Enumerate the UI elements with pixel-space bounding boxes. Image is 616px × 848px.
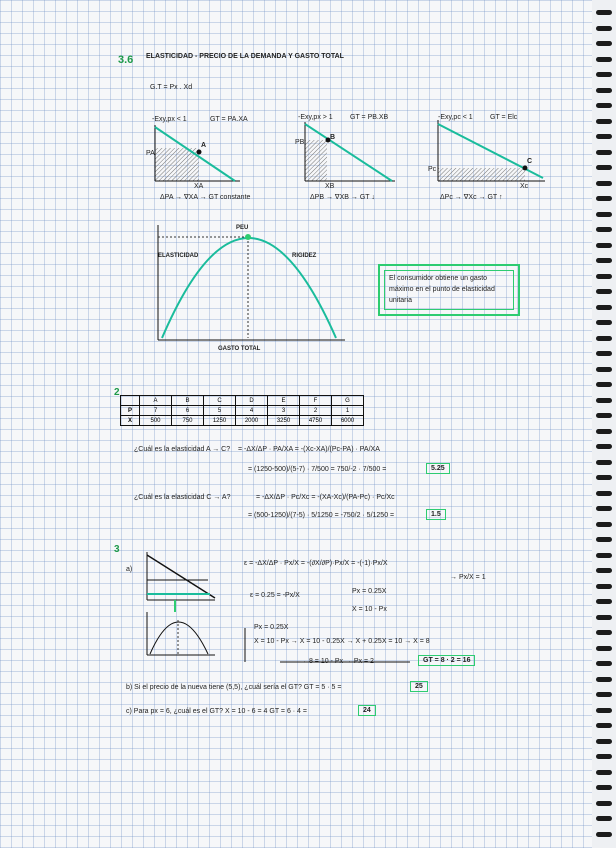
table-cell: 5	[204, 406, 236, 416]
q1-formula: = -ΔX/ΔP · PA/XA = -(Xc-XA)/(Pc-PA) · PA/XA	[238, 446, 380, 453]
gt-definition: G.T = Px . Xd	[150, 84, 193, 91]
graph-a	[155, 125, 240, 181]
q2-formula: = -ΔX/ΔP · Pc/Xc = -(XA-Xc)/(PA-Pc) · Pc/Xc	[256, 494, 395, 501]
table-cell: P	[121, 406, 140, 416]
graph-b-xlabel: XB	[325, 183, 335, 190]
ex3-eq1b: Px = 0.25X	[352, 588, 387, 595]
table-cell: 2000	[236, 416, 268, 426]
table-cell: 500	[140, 416, 172, 426]
ex3-side-note: → Px/X = 1	[450, 574, 486, 581]
graph-c-caption: ΔPc → ∇Xc → GT ↑	[440, 194, 503, 201]
gt-axis-label: GASTO TOTAL	[218, 346, 261, 352]
ex3-part-a: a)	[126, 566, 133, 573]
ex3-part-b: b) Si el precio de la nueva tiene (5,5), ¿cuál sería el GT? GT = 5 · 5 =	[126, 684, 342, 691]
table-cell: D	[236, 396, 268, 406]
table-cell	[121, 396, 140, 406]
ex3-part-c-result: 24	[358, 705, 376, 716]
graph-c-point: C	[527, 158, 533, 165]
ex3-part-c: c) Para px = 6, ¿cuál es el GT? X = 10 - 6 = 4 GT = 6 · 4 =	[126, 708, 307, 715]
ex3-eq1c: X = 10 - Px	[352, 606, 387, 613]
q2-result: 1.5	[426, 509, 446, 520]
table-row-x	[121, 416, 364, 426]
price-quantity-table	[120, 395, 364, 426]
graph-b-arrow: GT = PB.XB	[350, 114, 389, 121]
graph-b-caption: ΔPB → ∇XB → GT ↓	[310, 194, 375, 201]
graph-c-condition: -Exy,pc < 1	[438, 114, 473, 121]
point-c	[523, 166, 528, 171]
table-cell: F	[300, 396, 332, 406]
table-cell: 7	[140, 406, 172, 416]
ex3-gt-result: GT = 8 · 2 = 16	[418, 655, 475, 666]
table-cell: 4	[236, 406, 268, 416]
table-cell: 4750	[300, 416, 332, 426]
ex3-system-1: Px = 0.25X	[254, 624, 289, 631]
point-a	[197, 150, 202, 155]
table-cell: 3	[268, 406, 300, 416]
table-cell: C	[204, 396, 236, 406]
graph-a-arrow: GT = PA.XA	[210, 116, 248, 123]
ex3-marker: 3	[114, 544, 120, 555]
table-cell: 1	[332, 406, 364, 416]
table-cell: X	[121, 416, 140, 426]
graph-b-ylabel: PB	[295, 139, 305, 146]
ex3-system-3: → 8 = 10 - Px → Px = 2	[300, 658, 374, 665]
graph-c-xlabel: Xc	[520, 183, 529, 190]
table-cell: E	[268, 396, 300, 406]
ex3-graph	[147, 552, 215, 655]
graph-b	[305, 122, 395, 181]
table-cell: G	[332, 396, 364, 406]
table-cell: B	[172, 396, 204, 406]
elasticity-label: ELASTICIDAD	[158, 253, 199, 259]
table-header-row	[121, 396, 364, 406]
graph-b-point: B	[330, 134, 336, 141]
table-cell: 1250	[204, 416, 236, 426]
q2-question: ¿Cuál es la elasticidad C → A?	[134, 494, 231, 501]
graph-c-arrow: GT = Elc	[490, 114, 518, 121]
table-cell: 750	[172, 416, 204, 426]
note-text: El consumidor obtiene un gasto máximo en el punto de elasticidad unitaria	[384, 270, 514, 310]
table-cell: A	[140, 396, 172, 406]
section-number: 3.6	[118, 54, 134, 66]
gt-curve-graph	[158, 225, 345, 340]
peak-label: PEU	[236, 225, 249, 231]
graph-a-condition: -Exy,px < 1	[152, 116, 187, 123]
note-box	[378, 264, 520, 316]
ex3-elasticity: ε = -ΔX/ΔP · Px/X = -(∂X/∂P)·Px/X = -(-1)·Px/X	[244, 560, 388, 567]
ex3-eq1: ε = 0.25 = -Px/X	[250, 592, 300, 599]
graph-a-ylabel: PA	[146, 150, 155, 157]
q1-result: 5.25	[426, 463, 450, 474]
ex2-marker: 2	[114, 387, 120, 398]
ex3-part-b-result: 25	[410, 681, 428, 692]
section-title: ELASTICIDAD - PRECIO DE LA DEMANDA Y GASTO TOTAL	[146, 53, 344, 60]
q1-question: ¿Cuál es la elasticidad A → C?	[134, 446, 231, 453]
rigidity-label: RIGIDEZ	[292, 253, 317, 259]
graph-c	[438, 120, 545, 181]
graph-a-caption: ΔPA → ∇XA → GT constante	[160, 194, 251, 201]
ex3-system-2: X = 10 - Px → X = 10 - 0.25X → X + 0.25X = 10 → X = 8	[254, 638, 430, 645]
graph-c-ylabel: Pc	[428, 166, 437, 173]
q1-calc: = (1250-500)/(5-7) · 7/500 = 750/-2 · 7/500 =	[248, 466, 387, 473]
graph-b-condition: -Exy,px > 1	[298, 114, 333, 121]
table-cell: 6000	[332, 416, 364, 426]
table-row-p	[121, 406, 364, 416]
table-cell: 2	[300, 406, 332, 416]
graph-a-point: A	[201, 142, 207, 149]
table-cell: 6	[172, 406, 204, 416]
q2-calc: = (500-1250)/(7-5) · 5/1250 = -750/2 · 5/1250 =	[248, 512, 395, 519]
peak-point	[245, 234, 251, 240]
graph-a-xlabel: XA	[194, 183, 204, 190]
table-cell: 3250	[268, 416, 300, 426]
